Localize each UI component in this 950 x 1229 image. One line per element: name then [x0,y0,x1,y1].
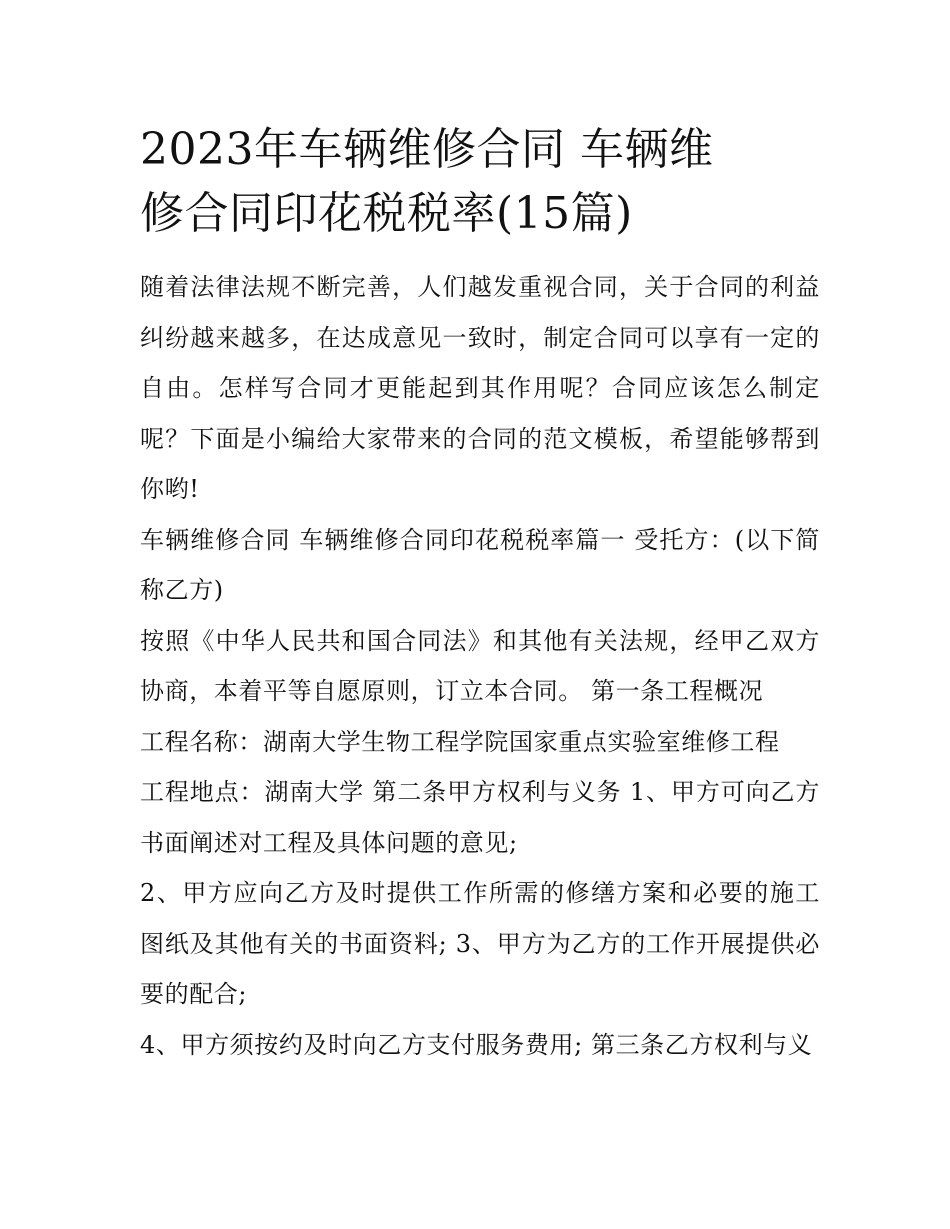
paragraph: 2、甲方应向乙方及时提供工作所需的修缮方案和必要的施工图纸及其他有关的书面资料; 3、甲方为乙方的工作开展提供必要的配合; [140,879,820,1008]
paragraph: 工程名称：湖南大学生物工程学院国家重点实验室维修工程 [140,727,780,756]
title-line-1: 2023年车辆维修合同 车辆维 [140,124,714,175]
paragraph: 车辆维修合同 车辆维修合同印花税税率篇一 受托方：(以下简称乙方) [140,525,820,604]
paragraph: 工程地点：湖南大学 第二条甲方权利与义务 1、甲方可向乙方书面阐述对工程及具体问题的意见; [140,778,820,857]
document-body [140,262,820,1070]
paragraph: 4、甲方须按约及时向乙方支付服务费用; 第三条乙方权利与义 [140,1030,813,1059]
document-content [140,118,820,1070]
paragraph: 随着法律法规不断完善，人们越发重视合同，关于合同的利益纠纷越来越多，在达成意见一致时，制定合同可以享有一定的自由。怎样写合同才更能起到其作用呢？合同应该怎么制定呢？下面是小编给大家带来的合同的范文模板，希望能够帮到你哟! [140,273,820,503]
title-line-2: 修合同印花税税率(15篇) [140,188,633,239]
document-title [140,118,820,246]
paragraph: 按照《中华人民共和国合同法》和其他有关法规，经甲乙双方协商，本着平等自愿原则，订立本合同。 第一条工程概况 [140,626,820,705]
